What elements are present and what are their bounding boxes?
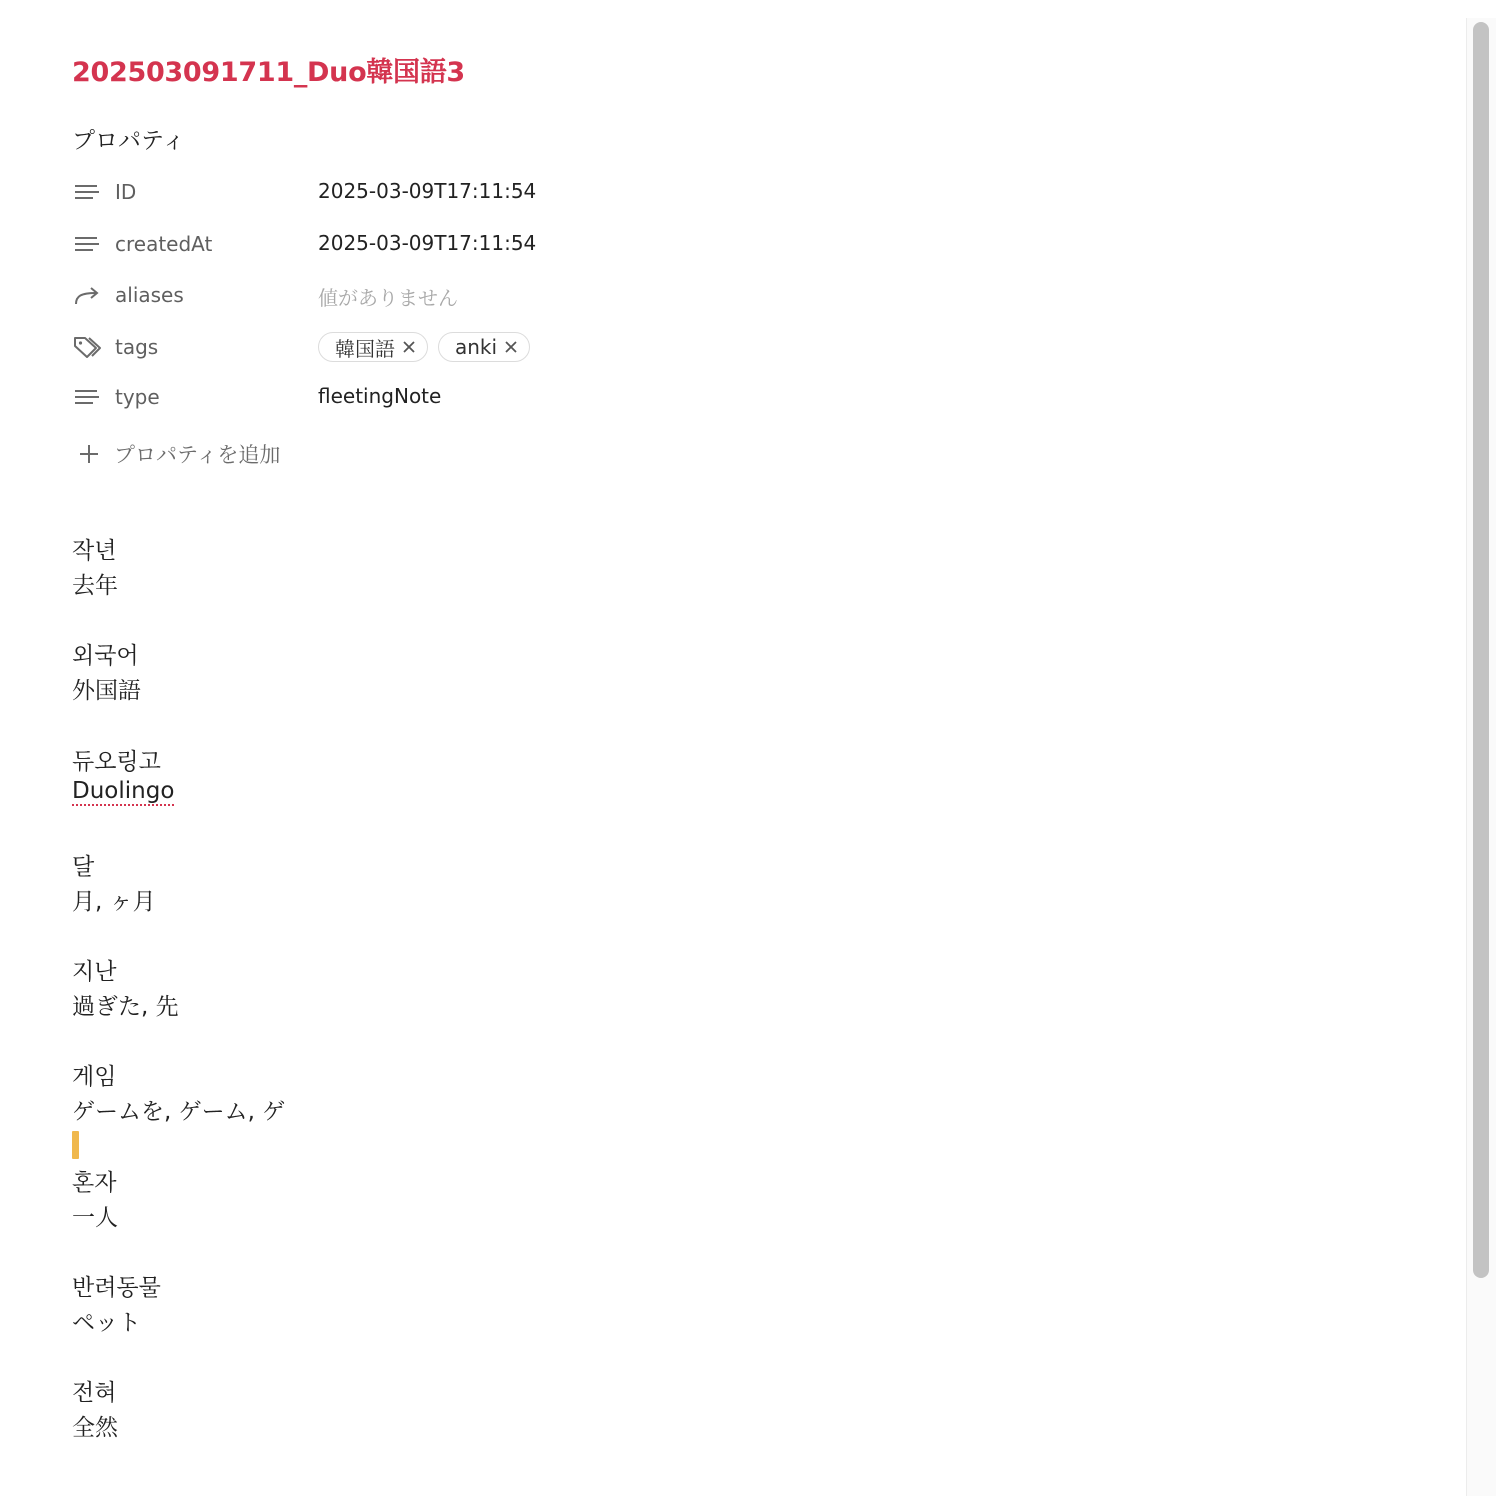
scrollbar-thumb[interactable]	[1473, 22, 1489, 1278]
close-icon[interactable]	[503, 339, 519, 355]
property-value-empty[interactable]: 値がありません	[318, 286, 458, 310]
body-line[interactable]: 혼자	[72, 1170, 117, 1196]
body-line[interactable]: 去年	[72, 573, 118, 599]
property-row-aliases	[72, 279, 772, 313]
body-line[interactable]: 작년	[72, 538, 117, 564]
property-key-id[interactable]: ID	[115, 180, 137, 204]
text-lines-icon[interactable]	[72, 385, 102, 411]
property-key-createdat[interactable]: createdAt	[115, 232, 213, 256]
text-cursor-marker	[72, 1131, 79, 1159]
body-line[interactable]: 一人	[72, 1205, 118, 1231]
body-line[interactable]: 전혀	[72, 1380, 117, 1406]
property-key-type[interactable]: type	[115, 385, 160, 409]
body-line[interactable]: 지난	[72, 959, 117, 985]
property-row-type	[72, 381, 772, 415]
property-key-tags[interactable]: tags	[115, 335, 159, 359]
property-value-type[interactable]: fleetingNote	[318, 384, 442, 408]
note-title[interactable]: 202503091711_Duo韓国語3	[72, 57, 465, 88]
body-line[interactable]: 全然	[72, 1415, 118, 1441]
forward-arrow-icon[interactable]	[72, 283, 102, 309]
close-icon[interactable]	[401, 339, 417, 355]
body-line-misspelled[interactable]: Duolingo	[72, 778, 175, 804]
body-line[interactable]: 반려동물	[72, 1275, 161, 1301]
body-line[interactable]: 달	[72, 854, 95, 880]
body-line[interactable]: 외국어	[72, 643, 139, 669]
tag-pill[interactable]	[438, 332, 530, 362]
tags-icon[interactable]	[72, 334, 102, 360]
tag-label: 韓国語	[335, 336, 395, 361]
body-line[interactable]: 過ぎた, 先	[72, 994, 179, 1020]
property-key-aliases[interactable]: aliases	[115, 283, 184, 307]
property-value-id[interactable]: 2025-03-09T17:11:54	[318, 179, 537, 203]
property-row-id	[72, 176, 772, 210]
tag-label: anki	[455, 335, 498, 359]
tag-pill[interactable]	[318, 332, 428, 362]
body-line[interactable]: 外国語	[72, 678, 141, 704]
property-row-createdat	[72, 228, 772, 262]
body-line[interactable]: 게임	[72, 1064, 117, 1090]
text-lines-icon[interactable]	[72, 180, 102, 206]
add-property-button[interactable]	[78, 438, 280, 470]
body-line[interactable]: ゲームを, ゲーム, ゲ	[72, 1099, 286, 1125]
property-row-tags	[72, 330, 772, 364]
plus-icon	[78, 443, 100, 465]
text-lines-icon[interactable]	[72, 232, 102, 258]
property-value-createdat[interactable]: 2025-03-09T17:11:54	[318, 231, 537, 255]
add-property-label: プロパティを追加	[114, 443, 281, 467]
properties-heading[interactable]: プロパティ	[72, 128, 186, 154]
body-line[interactable]: ペット	[72, 1310, 141, 1336]
body-line[interactable]: 듀오링고	[72, 749, 161, 775]
body-line[interactable]: 月, ヶ月	[72, 889, 156, 915]
tag-list	[318, 332, 530, 362]
